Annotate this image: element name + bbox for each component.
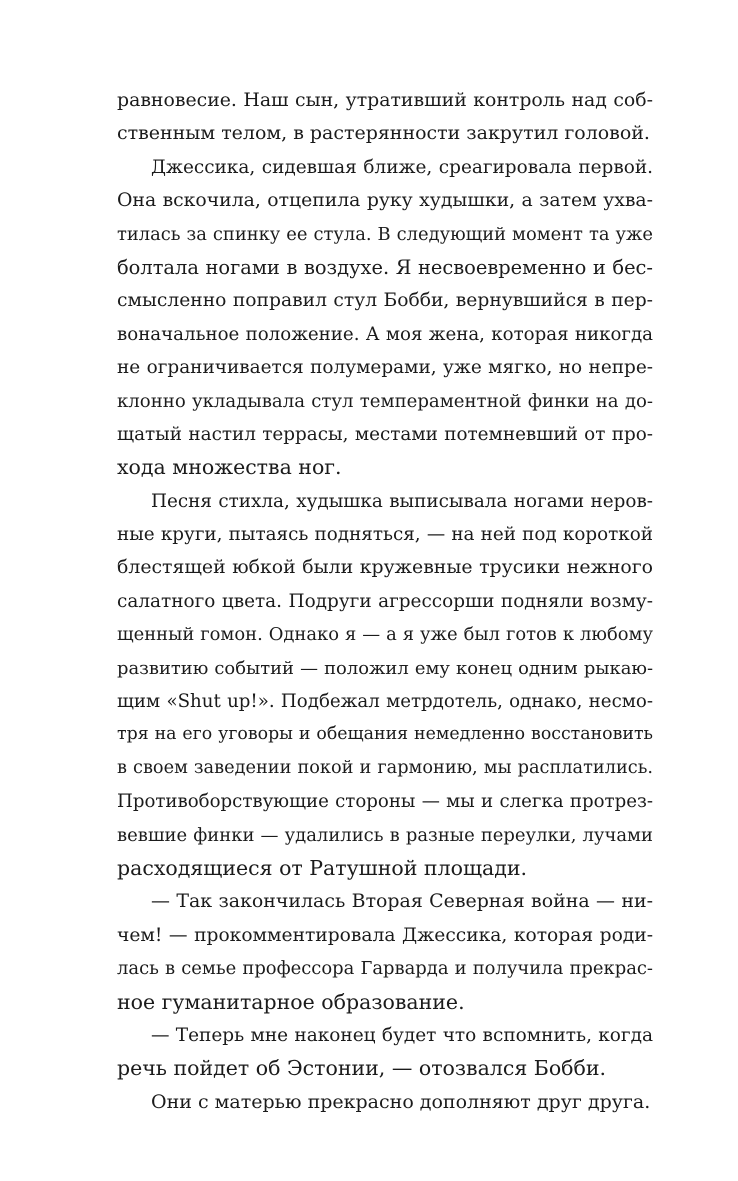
paragraph-4 bbox=[117, 885, 653, 1019]
text-line: клонно укладывала стул темпераментной финки на до- bbox=[117, 390, 653, 412]
paragraph-6 bbox=[117, 1086, 653, 1119]
text-line: Они с матерью прекрасно дополняют друг друга. bbox=[151, 1090, 651, 1113]
text-line: равновесие. Наш сын, утративший контроль над соб- bbox=[117, 89, 653, 111]
text-line: щим «Shut up!». Подбежал метрдотель, однако, несмо- bbox=[117, 691, 653, 713]
text-line: тря на его уговоры и обещания немедленно восстановить bbox=[117, 724, 653, 745]
text-line: вевшие финки — удалились в разные переулки, лучами bbox=[117, 824, 653, 846]
text-line: не ограничивается полумерами, уже мягко, но непре- bbox=[117, 357, 653, 379]
text-line: воначальное положение. А моя жена, которая никогда bbox=[117, 323, 653, 345]
text-line: лась в семье профессора Гарварда и получила прекрас- bbox=[117, 958, 653, 980]
body-text bbox=[117, 84, 653, 1119]
text-line: расходящиеся от Ратушной площади. bbox=[117, 855, 528, 880]
text-line: Джессика, сидевшая ближе, среагировала первой. bbox=[151, 156, 653, 178]
text-line: развитию событий — положил ему конец одним рыкаю- bbox=[117, 657, 653, 679]
text-line: ные круги, пытаясь подняться, — на ней под короткой bbox=[117, 524, 653, 546]
text-line: Она вскочила, отцепила руку худышки, а затем ухва- bbox=[117, 190, 653, 212]
text-line: речь пойдет об Эстонии, — отозвался Бобби. bbox=[117, 1056, 607, 1081]
text-line: ственным телом, в растерянности закрутил головой. bbox=[117, 122, 650, 145]
text-line: Противоборствующие стороны — мы и слегка протрез- bbox=[117, 791, 653, 813]
text-line: болтала ногами в воздухе. Я несвоевременно и бес- bbox=[117, 255, 653, 279]
text-line: чем! — прокомментировала Джессика, которая роди- bbox=[117, 924, 653, 946]
paragraph-5 bbox=[117, 1019, 653, 1086]
text-line: салатного цвета. Подруги агрессорши подняли возму- bbox=[117, 590, 653, 612]
text-line: в своем заведении покой и гармонию, мы расплатились. bbox=[117, 757, 653, 778]
text-line: Песня стихла, худышка выписывала ногами неров- bbox=[151, 490, 653, 512]
text-line: смысленно поправил стул Бобби, вернувшийся в пер- bbox=[117, 290, 653, 312]
paragraph-2 bbox=[117, 151, 653, 485]
text-line: — Так закончилась Вторая Северная война — ни- bbox=[151, 890, 653, 913]
paragraph-3 bbox=[117, 485, 653, 886]
paragraph-1 bbox=[117, 84, 653, 151]
text-line: — Теперь мне наконец будет что вспомнить, когда bbox=[151, 1024, 653, 1046]
text-line: хода множества ног. bbox=[117, 455, 342, 480]
text-line: щенный гомон. Однако я — а я уже был готов к любому bbox=[117, 624, 653, 646]
text-line: щатый настил террасы, местами потемневший от про- bbox=[117, 423, 653, 445]
text-line: тилась за спинку ее стула. В следующий момент та уже bbox=[117, 223, 653, 245]
text-line: блестящей юбкой были кружевные трусики нежного bbox=[117, 556, 653, 579]
text-line: ное гуманитарное образование. bbox=[117, 989, 465, 1014]
